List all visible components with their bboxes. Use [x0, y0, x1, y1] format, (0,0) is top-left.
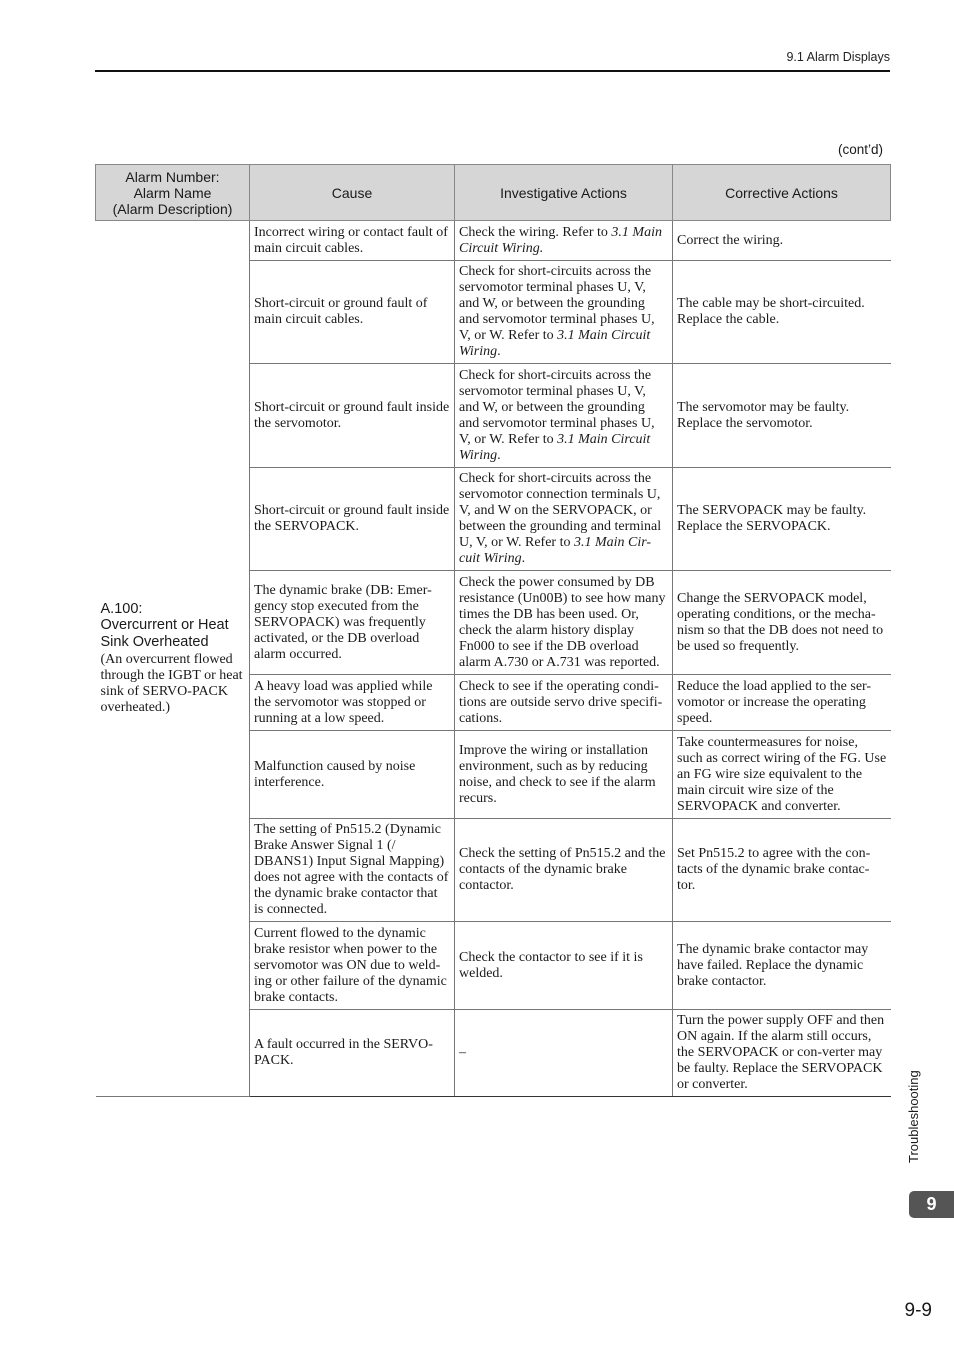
corrective-cell: Correct the wiring.	[673, 221, 891, 261]
investigative-text: Check the setting of Pn515.2 and the contacts of the dynamic brake contactor.	[459, 846, 666, 893]
corrective-cell: The SERVOPACK may be faulty. Replace the SERVOPACK.	[673, 468, 891, 571]
investigative-text: Improve the wiring or installation environment, such as by reducing noise, and check to see if the alarm recurs.	[459, 742, 656, 806]
header-rule	[95, 70, 890, 72]
header-investigative: Investigative Actions	[455, 165, 673, 221]
investigative-cell	[455, 364, 673, 468]
table-header-row	[96, 165, 891, 221]
corrective-cell: Set Pn515.2 to agree with the con-tacts of the dynamic brake contac-tor.	[673, 819, 891, 922]
corrective-cell: Turn the power supply OFF and then ON again. If the alarm still occurs, the SERVOPACK or con-verter may be faulty. Replace the SERVOPACK or converter.	[673, 1010, 891, 1097]
cause-cell: A heavy load was applied while the servomotor was stopped or running at a low speed.	[250, 675, 455, 731]
investigative-ref: 3.1 Main Circuit Wiring	[459, 431, 651, 463]
investigative-text: Check the contactor to see if it is welded.	[459, 949, 643, 981]
alarm-cell	[96, 221, 250, 1097]
investigative-text: –	[459, 1045, 466, 1060]
investigative-tail: .	[497, 447, 501, 463]
section-header: 9.1 Alarm Displays	[786, 50, 890, 64]
header-alarm-label: Alarm Number: Alarm Name (Alarm Description)	[112, 168, 233, 217]
investigative-cell	[455, 468, 673, 571]
investigative-ref: 3.1 Main Cir-cuit Wiring	[459, 535, 652, 566]
page-number: 9-9	[904, 1300, 932, 1321]
cause-cell: Malfunction caused by noise interference.	[250, 731, 455, 819]
cause-cell: Current flowed to the dynamic brake resistor when power to the servomotor was ON due to weld-ing or other failure of the dynamic brake contacts.	[250, 922, 455, 1010]
investigative-cell	[455, 261, 673, 364]
cause-cell: Incorrect wiring or contact fault of main circuit cables.	[250, 221, 455, 261]
investigative-text: Check the power consumed by DB resistance (Un00B) to see how many times the DB has been used. Or, check the alarm history display Fn000 to see if the DB overload alarm A.730 or A.731 was reported.	[459, 574, 666, 670]
investigative-text: Check to see if the operating condi-tions are outside servo drive specifi-cations.	[459, 678, 663, 726]
cause-cell: A fault occurred in the SERVO-PACK.	[250, 1010, 455, 1097]
corrective-cell: Reduce the load applied to the ser-vomotor or increase the operating speed.	[673, 675, 891, 731]
investigative-cell	[455, 819, 673, 922]
cause-cell: The dynamic brake (DB: Emer-gency stop executed from the SERVOPACK) was frequently activated, or the DB overload alarm occurred.	[250, 571, 455, 675]
table-row	[96, 221, 891, 261]
investigative-text: Check for short-circuits across the servomotor terminal phases U, V, and W, or between the grounding and servomotor terminal phases U, V, or W. Refer to	[459, 264, 655, 343]
investigative-cell	[455, 571, 673, 675]
alarm-description: (An overcurrent flowed through the IGBT or heat sink of SERVO-PACK overheated.)	[100, 652, 243, 716]
investigative-text: Check for short-circuits across the servomotor connection terminals U, V, and W on the SERVOPACK, or between the grounding and terminal U, V, or W. Refer to	[459, 471, 662, 550]
investigative-text: Check the wiring. Refer to	[459, 224, 612, 240]
investigative-text: Check for short-circuits across the servomotor terminal phases U, V, and W, or between the grounding and servomotor terminal phases U, V, or W. Refer to	[459, 367, 655, 447]
cause-cell: Short-circuit or ground fault inside the SERVOPACK.	[250, 468, 455, 571]
corrective-cell: Change the SERVOPACK model, operating conditions, or the mecha-nism so that the DB does not need to be used so frequently.	[673, 571, 891, 675]
header-corrective: Corrective Actions	[673, 165, 891, 221]
investigative-cell	[455, 922, 673, 1010]
investigative-cell	[455, 221, 673, 261]
investigative-tail: .	[521, 551, 526, 566]
cause-cell: The setting of Pn515.2 (Dynamic Brake Answer Signal 1 (/ DBANS1) Input Signal Mapping) does not agree with the contacts of the dynamic brake contactor that is connected.	[250, 819, 455, 922]
investigative-ref: 3.1 Main Circuit Wiring	[459, 328, 651, 359]
investigative-cell	[455, 1010, 673, 1097]
chapter-tab: 9	[909, 1191, 954, 1218]
header-cause: Cause	[250, 165, 455, 221]
alarm-table	[95, 164, 891, 1097]
alarm-name: A.100: Overcurrent or Heat Sink Overheated	[100, 600, 229, 650]
header-alarm	[96, 165, 250, 221]
investigative-cell	[455, 675, 673, 731]
investigative-cell	[455, 731, 673, 819]
corrective-cell: The servomotor may be faulty. Replace the servomotor.	[673, 364, 891, 468]
corrective-cell: Take countermeasures for noise, such as correct wiring of the FG. Use an FG wire size equivalent to the main circuit wire size of the SERVOPACK and converter.	[673, 731, 891, 819]
investigative-ref: 3.1 Main Circuit Wiring.	[459, 224, 662, 256]
investigative-tail: .	[497, 344, 501, 359]
corrective-cell: The dynamic brake contactor may have failed. Replace the dynamic brake contactor.	[673, 922, 891, 1010]
chapter-side-label: Troubleshooting	[906, 1070, 921, 1163]
cause-cell: Short-circuit or ground fault of main circuit cables.	[250, 261, 455, 364]
continued-label: (cont’d)	[837, 142, 883, 157]
cause-cell: Short-circuit or ground fault inside the servomotor.	[250, 364, 455, 468]
corrective-cell: The cable may be short-circuited. Replace the cable.	[673, 261, 891, 364]
